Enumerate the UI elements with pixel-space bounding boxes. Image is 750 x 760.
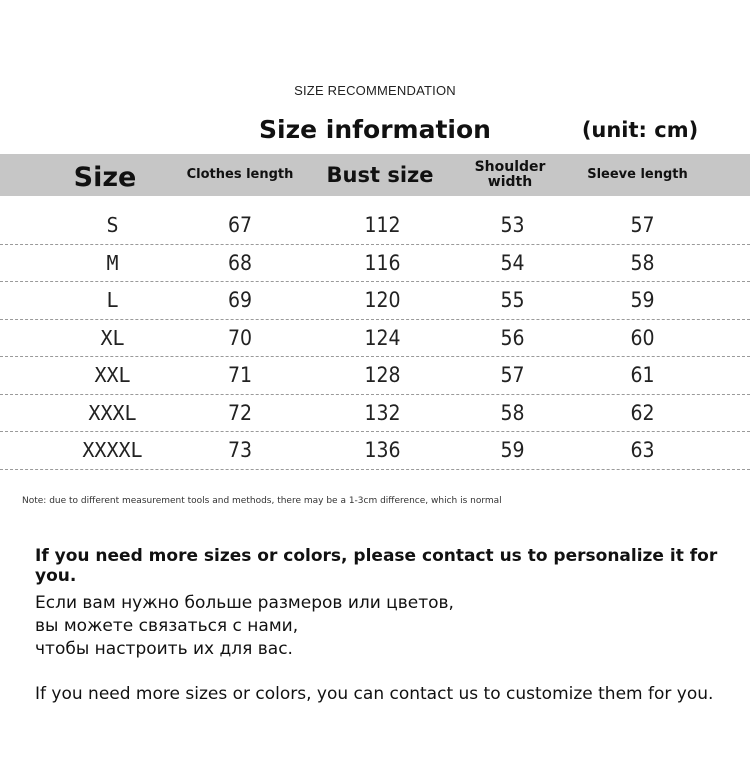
unit-label: (unit: cm) — [581, 118, 699, 142]
cell-sleeve-length: 60 — [630, 325, 655, 350]
cell-bust-size: 124 — [364, 325, 401, 350]
cell-sleeve-length: 57 — [630, 213, 655, 237]
measurement-note: Note: due to different measurement tools and methods, there may be a 1-3cm difference, which is normal — [22, 496, 502, 506]
cell-shoulder-width: 57 — [500, 363, 525, 387]
cell-sleeve-length: 61 — [630, 363, 655, 387]
cell-shoulder-width: 53 — [500, 213, 525, 237]
column-header-clothes-length: Clothes length — [186, 167, 294, 183]
cell-bust-size: 136 — [364, 438, 401, 462]
cell-shoulder-width: 56 — [500, 325, 525, 350]
shoulder-header-line2: width — [487, 174, 533, 190]
table-row — [0, 320, 750, 358]
cell-shoulder-width: 59 — [500, 438, 525, 462]
contact-message-bold: If you need more sizes or colors, please contact us to personalize it for you. — [35, 546, 718, 586]
cell-sleeve-length: 59 — [630, 288, 655, 312]
contact-message-russian — [35, 592, 735, 661]
cell-sleeve-length: 62 — [630, 400, 655, 425]
cell-bust-size: 128 — [364, 363, 401, 387]
cell-bust-size: 116 — [364, 250, 401, 275]
cell-size: XXL — [94, 363, 131, 387]
cell-sleeve-length: 63 — [630, 438, 655, 462]
cell-size: XXXL — [88, 400, 137, 425]
table-row — [0, 207, 750, 245]
cell-clothes-length: 72 — [227, 400, 253, 425]
top-label: SIZE RECOMMENDATION — [294, 83, 456, 98]
cell-clothes-length: 67 — [227, 213, 253, 237]
cell-clothes-length: 69 — [227, 288, 253, 312]
cell-shoulder-width: 55 — [500, 288, 525, 312]
table-row — [0, 245, 750, 283]
table-row — [0, 282, 750, 320]
cell-bust-size: 120 — [364, 288, 401, 312]
cell-size: M — [106, 250, 119, 275]
cell-size: XXXXL — [82, 438, 143, 462]
cell-bust-size: 112 — [364, 213, 401, 237]
table-row — [0, 395, 750, 433]
table-header — [0, 154, 750, 196]
cell-clothes-length: 68 — [227, 250, 253, 275]
cell-shoulder-width: 54 — [500, 250, 525, 275]
cell-clothes-length: 71 — [227, 363, 253, 387]
cell-size: S — [106, 213, 119, 237]
cell-sleeve-length: 58 — [630, 250, 655, 275]
column-header-sleeve-length: Sleeve length — [587, 167, 688, 183]
cell-bust-size: 132 — [364, 400, 401, 425]
cell-size: XL — [100, 325, 125, 350]
cell-clothes-length: 70 — [227, 325, 253, 350]
russian-line-1: Если вам нужно больше размеров или цветов, — [35, 593, 454, 613]
cell-clothes-length: 73 — [227, 438, 253, 462]
contact-message-english: If you need more sizes or colors, you can contact us to customize them for you. — [35, 684, 714, 704]
table-row — [0, 432, 750, 470]
russian-line-3: чтобы настроить их для вас. — [35, 639, 293, 659]
column-header-bust-size: Bust size — [326, 162, 434, 187]
size-table-body — [0, 207, 750, 470]
shoulder-header-line1: Shoulder — [474, 159, 546, 176]
cell-shoulder-width: 58 — [500, 400, 525, 425]
column-header-size: Size — [73, 161, 137, 193]
page-title: Size information — [259, 115, 491, 144]
cell-size: L — [106, 288, 119, 312]
column-header-shoulder-width — [455, 154, 565, 196]
table-row — [0, 357, 750, 395]
russian-line-2: вы можете связаться с нами, — [35, 616, 299, 636]
